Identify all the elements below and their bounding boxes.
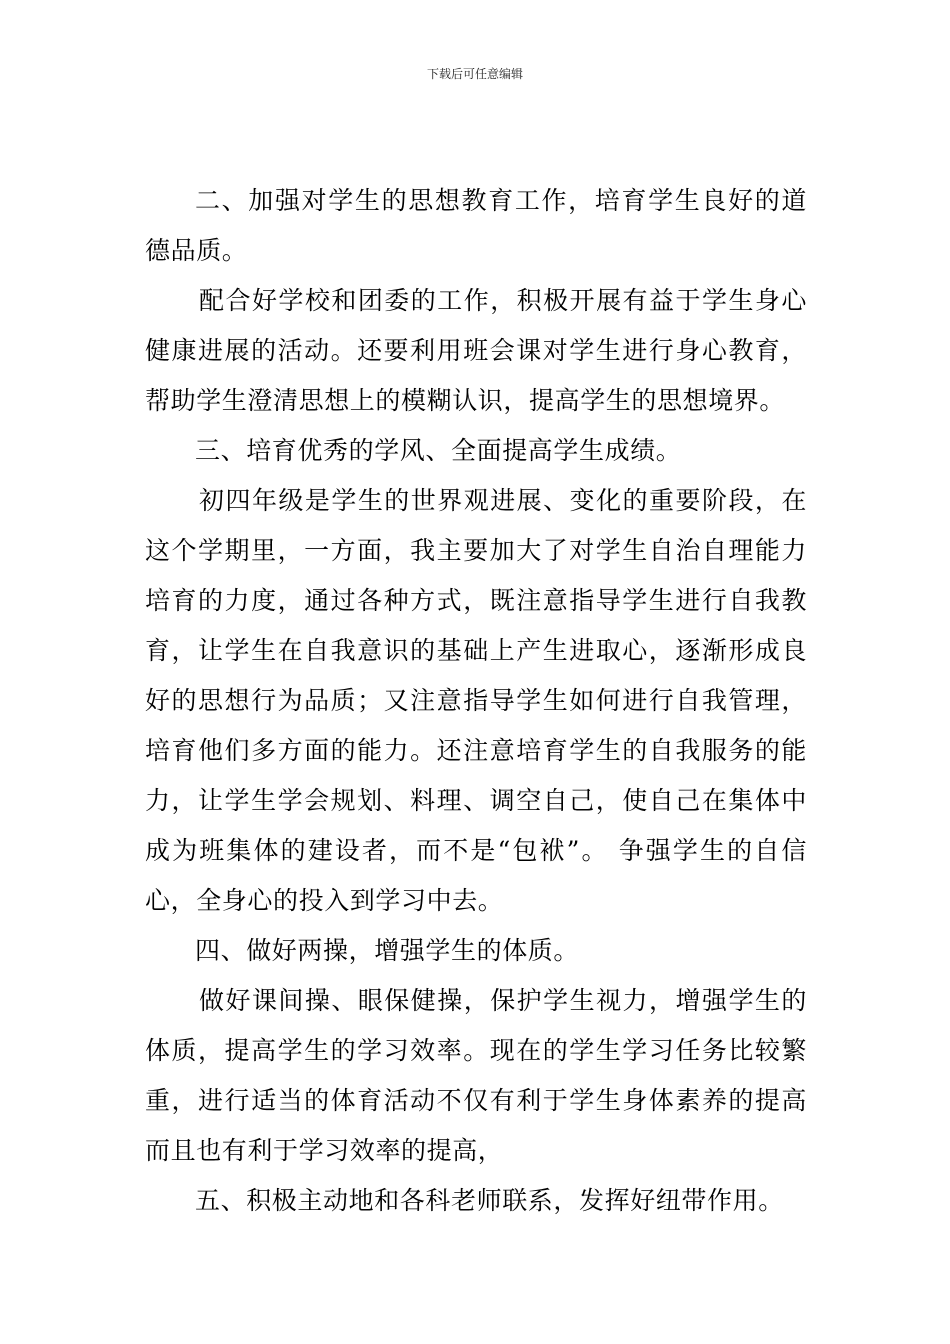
body-paragraph: 初四年级是学生的世界观进展、变化的重要阶段，在这个学期里，一方面，我主要加大了对学生自治自理能力培育的力度，通过各种方式，既注意指导学生进行自我教育，让学生在自我意识的基础上产生进取心，逐渐形成良好的思想行为品质；又注意指导学生如何进行自我管理，培育他们多方面的能力。还注意培育学生的自我服务的能力，让学生学会规划、料理、调空自己，使自己在集体中成为班集体的建设者，而不是“包袱”。 争强学生的自信心，全身心的投入到学习中去。 — [145, 486, 807, 915]
body-paragraph: 做好课间操、眼保健操，保护学生视力，增强学生的体质，提高学生的学习效率。现在的学生学习任务比较繁重，进行适当的体育活动不仅有利于学生身体素养的提高而且也有利于学习效率的提高， — [145, 986, 807, 1165]
section-heading-3: 三、培育优秀的学风、全面提高学生成绩。 — [195, 436, 682, 465]
page-header: 下载后可任意编辑 — [426, 67, 523, 81]
document-body — [145, 176, 807, 1226]
section-heading-2: 二、加强对学生的思想教育工作，培育学生良好的道德品质。 — [145, 186, 807, 265]
section-heading-5: 五、积极主动地和各科老师联系，发挥好纽带作用。 — [195, 1186, 784, 1215]
section-heading-4: 四、做好两操，增强学生的体质。 — [195, 936, 580, 965]
body-paragraph: 配合好学校和团委的工作，积极开展有益于学生身心健康进展的活动。还要利用班会课对学生进行身心教育，帮助学生澄清思想上的模糊认识，提高学生的思想境界。 — [145, 286, 807, 415]
